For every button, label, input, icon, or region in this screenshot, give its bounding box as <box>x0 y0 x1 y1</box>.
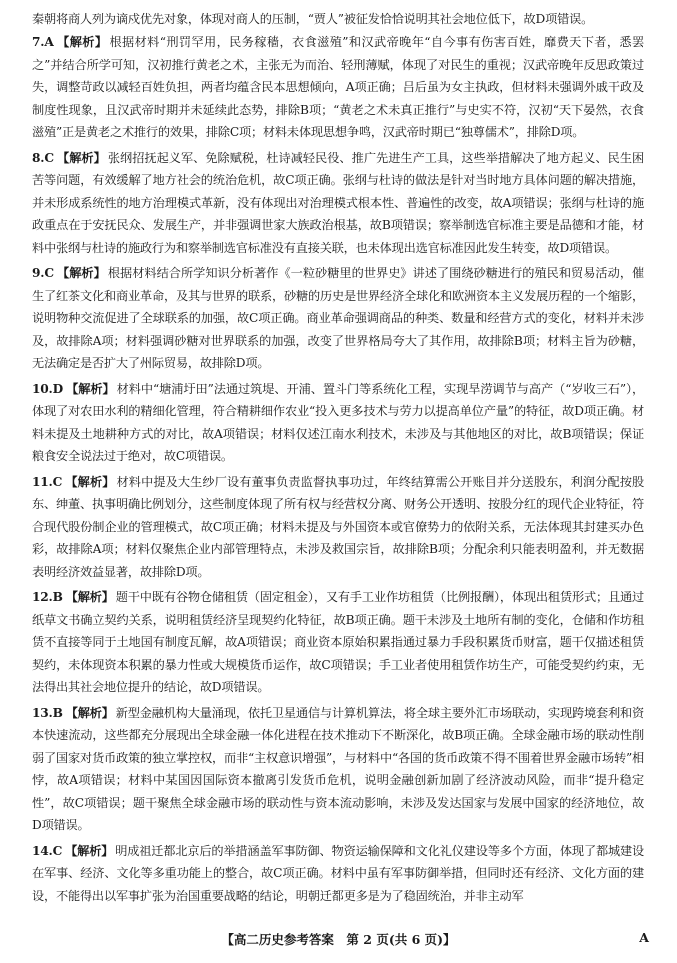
answer-item-9 <box>32 262 644 375</box>
item-tag: 【解析】 <box>65 381 115 396</box>
item-answer: D <box>52 381 63 396</box>
item-text: 根据材料结合所学知识分析著作《一粒砂糖里的世界史》讲述了围绕砂糖进行的殖民和贸易活动，催生了红茶文化和商业革命，及其与世界的联系，砂糖的历史是世界经济全球化和欧洲资本主义发展历程的一个缩影，说明物种交流促进了全球联系的加强，故C项正确。商业革命强调商品的种类、数量和经营方式的变化，材料并未涉及，故排除A项；材料强调砂糖对世界联系的加强，改变了世界格局夸大了其作用，故排除B项；材料主旨为砂糖，无法确定是否扩大了州际贸易，故排除D项。 <box>32 266 644 370</box>
lead-paragraph: 秦朝将商人列为谪戍优先对象，体现对商人的压制，“贾人”被征发恰恰说明其社会地位低下，故D项错误。 <box>32 12 594 26</box>
answer-item-7 <box>32 31 644 144</box>
page-footer <box>0 930 677 954</box>
item-tag: 【解析】 <box>56 266 106 280</box>
item-number: 9. <box>32 266 45 280</box>
item-number: 7. <box>32 35 45 49</box>
answer-list <box>32 31 644 910</box>
item-text: 根据材料“刑罚罕用，民务稼穑，衣食滋殖”和汉武帝晚年“自今事有伤害百姓，靡费天下者，悉罢之”并结合所学可知，汉初推行黄老之术，主张无为而治、轻刑薄赋，体现了对民生的重视；汉武帝晚年反思政策过失，调整苛政以减轻百姓负担，两者均蕴含民本思想倾向，A项正确；吕后虽为女主执政，但材料未强调外戚干政及制度性现象，且汉武帝时期并未延续此态势，排除B项；“黄老之术未真正推行”与史实不符，汉初“天下晏然，衣食滋殖”正是黄老之术推行的效果，排除C项；材料未体现思想争鸣，汉武帝时期已“独尊儒术”，排除D项。 <box>32 35 644 139</box>
item-answer: A <box>44 35 54 49</box>
item-answer: C <box>44 266 54 280</box>
item-number: 11. <box>32 474 53 489</box>
item-text: 材料中“塘浦圩田”法通过筑堤、开浦、置斗门等系统化工程，实现旱涝调节与高产（“岁收三石”），体现了对农田水利的精细化管理，符合精耕细作农业“投入更多技术与劳力以提高单位产量”的特征，故D项正确。材料未提及土地耕种方式的对比，故A项错误；材料仅述江南水利技术，未涉及与其他地区的对比，故B项错误；保证粮食安全说法过于绝对，故C项错误。 <box>32 381 644 463</box>
item-number: 8. <box>32 150 45 165</box>
answer-item-12 <box>32 586 644 699</box>
item-answer: C <box>52 474 63 489</box>
item-tag: 【解析】 <box>65 843 114 858</box>
item-number: 13. <box>32 705 53 720</box>
answer-item-10 <box>32 378 644 468</box>
item-number: 14. <box>32 843 53 858</box>
answer-item-13 <box>32 702 644 837</box>
item-answer: C <box>44 150 54 165</box>
item-tag: 【解析】 <box>65 590 114 604</box>
item-text: 新型金融机构大量涌现，依托卫星通信与计算机算法，将全球主要外汇市场联动，实现跨境套利和资本快速流动，这些都充分展现出全球金融一体化进程在技术推动下不断深化，故B项正确。全球金融市场的联动性削弱了国家对货币政策的独立掌控权，而非“主权意识增强”，与材料中“各国的货币政策不得不围着世界金融市场转”相悖，故A项错误；材料中某国因国际资本撤离引发货币危机，说明金融创新加剧了经济波动风险，而非“提升稳定性”，故C项错误；题干聚焦全球金融市场的联动性与资本流动影响，未涉及发达国家与发展中国家的经济地位，故D项错误。 <box>32 705 644 832</box>
answer-item-11 <box>32 471 644 584</box>
item-number: 10. <box>32 381 53 396</box>
item-tag: 【解析】 <box>65 705 114 720</box>
answer-item-14 <box>32 840 644 908</box>
item-tag: 【解析】 <box>56 150 106 165</box>
item-text: 明成祖迁都北京后的举措涵盖军事防御、物资运输保障和文化礼仪建设等多个方面，体现了都城建设在军事、经济、文化等多重功能上的整合，故C项正确。材料中虽有军事防御举措，但同时还有经济、文化方面的建设，不能得出以军事扩张为治国重要战略的结论，明朝迁都更多是为了稳固统治，并非主动军 <box>32 843 644 903</box>
answer-item-8 <box>32 147 644 260</box>
item-tag: 【解析】 <box>56 35 108 49</box>
item-answer: C <box>52 843 63 858</box>
footer-version-mark: A <box>639 930 649 945</box>
item-text: 材料中提及大生纱厂设有董事负责监督执事功过，年终结算需公开账目并分送股东，利润分配按股东、绅董、执事明确比例划分，这些制度体现了所有权与经营权分离、财务公开透明、按股分红的现代企业特征，符合现代股份制企业的管理模式，故C项正确；材料未提及与外国资本或官僚势力的依附关系，无法体现其封建买办色彩，故排除A项；材料仅聚焦企业内部管理特点，未涉及救国宗旨，故排除B项；分配余利只能表明盈利，并无数据表明经济效益显著，故排除D项。 <box>32 474 644 579</box>
item-answer: B <box>52 590 63 604</box>
item-tag: 【解析】 <box>65 474 115 489</box>
item-number: 12. <box>32 590 53 604</box>
item-text: 张纲招抚起义军、免除赋税，杜诗减轻民役、推广先进生产工具，这些举措解决了地方起义、民生困苦等问题，有效缓解了地方社会的统治危机，故C项正确。张纲与杜诗的做法是针对当时地方具体问题的解决措施，并未形成系统性的地方治理模式革新，没有体现出对治理模式根本性、普遍性的改变，故A项错误；张纲与杜诗的施政重点在于安抚民众、发展生产，并非强调世家大族政治根基，故B项错误；察举制选官标准主要是品德和才能，材料中张纲与杜诗的施政行为和察举制选官标准没有直接关联，也未体现出选官标准因此发生转变，故D项错误。 <box>32 150 644 255</box>
footer-label: 【高二历史参考答案 第 2 页(共 6 页)】 <box>221 932 456 947</box>
item-answer: B <box>52 705 63 720</box>
item-text: 题干中既有谷物仓储租赁（固定租金），又有手工业作坊租赁（比例报酬），体现出租赁形式；且通过纸草文书确立契约关系，说明租赁经济呈现契约化特征，故B项正确。题干未涉及土地所有制的变化，仓储和作坊租赁不直接等同于土地国有制度瓦解，故A项错误；商业资本原始积累指通过暴力手段积累货币财富，题干仅描述租赁契约，未体现资本积累的暴力性或大规模货币运作，故C项错误；手工业者使用租赁作坊生产，可能受契约约束，无法得出其社会地位提升的结论，故D项错误。 <box>32 590 644 694</box>
